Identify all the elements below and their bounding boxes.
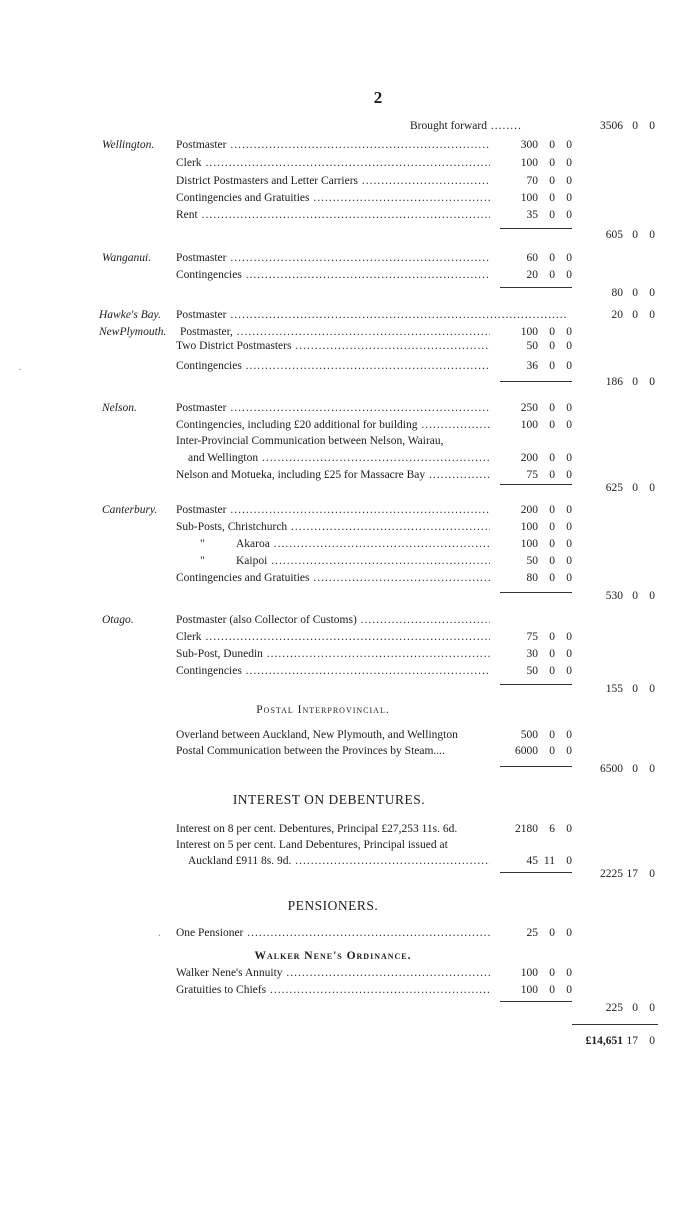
- total-pence: 0: [649, 683, 655, 695]
- ledger-row: [0, 925, 700, 941]
- ledger-row: [0, 338, 700, 354]
- ledger-row: [0, 137, 700, 153]
- ledger-row: [0, 502, 700, 518]
- item-label: Contingencies, including £20 additional for building .....: [176, 417, 490, 433]
- amount-shillings: 0: [549, 175, 555, 187]
- ledger-row: [0, 553, 700, 569]
- amount-pence: 0: [566, 157, 572, 169]
- item-label: Kaipoi .....: [236, 553, 490, 569]
- margin-mark: .: [158, 927, 161, 939]
- total-pounds: 225: [605, 1002, 623, 1014]
- ledger-row: [0, 173, 700, 189]
- brought-forward-label: Brought forward .....: [410, 118, 522, 134]
- ledger-row: [0, 250, 700, 266]
- margin-mark: ·: [18, 364, 22, 376]
- total-shillings: 0: [632, 482, 638, 494]
- amount-pounds: 300: [520, 139, 538, 151]
- amount-pence: 0: [566, 469, 572, 481]
- ledger-row: [0, 837, 700, 853]
- amount-shillings: 0: [549, 504, 555, 516]
- item-label: Postmaster, .....: [180, 324, 490, 340]
- province-label: Otago.: [102, 614, 134, 626]
- amount-shillings: 0: [549, 572, 555, 584]
- amount-pounds: 200: [520, 452, 538, 464]
- ledger-row: [0, 307, 700, 323]
- total-pounds: 3506: [600, 120, 623, 132]
- province-total-row: [0, 227, 700, 243]
- item-label: Akaroa .....: [236, 536, 490, 552]
- grand-total-pence: 0: [649, 1035, 655, 1047]
- amount-pounds: 100: [520, 521, 538, 533]
- ledger-row: [0, 536, 700, 552]
- amount-shillings: 0: [549, 157, 555, 169]
- total-pence: 0: [649, 590, 655, 602]
- total-shillings: 0: [632, 1002, 638, 1014]
- ledger-row: [0, 965, 700, 981]
- total-pounds: 186: [605, 376, 623, 388]
- ledger-row: [0, 207, 700, 223]
- item-label: Sub-Posts, Christchurch .....: [176, 519, 490, 535]
- amount-pence: 0: [566, 855, 572, 867]
- grand-total-pounds: £14,651: [585, 1035, 623, 1047]
- total-shillings: 0: [632, 763, 638, 775]
- amount-pounds: 6000: [515, 745, 538, 757]
- ledger-row: [0, 267, 700, 283]
- amount-pence: 0: [566, 139, 572, 151]
- grand-total-shillings: 17: [626, 1035, 638, 1047]
- amount-pounds: 100: [520, 326, 538, 338]
- amount-pence: 0: [566, 665, 572, 677]
- total-pounds: 155: [605, 683, 623, 695]
- section-heading-row: [0, 948, 700, 964]
- amount-shillings: 0: [549, 555, 555, 567]
- item-label: Contingencies .....: [176, 358, 490, 374]
- item-label: Interest on 8 per cent. Debentures, Principal £27,253 11s. 6d.: [176, 823, 458, 835]
- total-pence: 0: [649, 763, 655, 775]
- total-pounds: 20: [611, 309, 623, 321]
- amount-pounds: 75: [526, 469, 538, 481]
- item-label: Clerk .....: [176, 629, 490, 645]
- item-label: Postmaster .....: [176, 137, 490, 153]
- amount-shillings: 0: [549, 967, 555, 979]
- amount-pounds: 20: [526, 269, 538, 281]
- amount-shillings: 0: [549, 419, 555, 431]
- amount-shillings: 0: [549, 538, 555, 550]
- ledger-row: [0, 743, 700, 759]
- brought-forward-row: [0, 118, 700, 134]
- amount-pence: 0: [566, 967, 572, 979]
- section-heading-row: [0, 792, 700, 808]
- item-label: Gratuities to Chiefs .....: [176, 982, 490, 998]
- section-heading: Postal Interprovincial.: [256, 704, 390, 716]
- total-pounds: 80: [611, 287, 623, 299]
- section-heading: PENSIONERS.: [287, 898, 379, 913]
- amount-pounds: 250: [520, 402, 538, 414]
- total-pounds: 530: [605, 590, 623, 602]
- amount-pence: 0: [566, 521, 572, 533]
- amount-pence: 0: [566, 340, 572, 352]
- amount-pence: 0: [566, 419, 572, 431]
- amount-pounds: 75: [526, 631, 538, 643]
- amount-pounds: 100: [520, 192, 538, 204]
- item-label: Contingencies and Gratuities .....: [176, 190, 490, 206]
- ledger-row: [0, 612, 700, 628]
- ledger-row: [0, 727, 700, 743]
- item-label: and Wellington .....: [188, 450, 490, 466]
- total-shillings: 0: [632, 683, 638, 695]
- amount-pence: 0: [566, 572, 572, 584]
- amount-pence: 0: [566, 252, 572, 264]
- item-label: Clerk .....: [176, 155, 490, 171]
- amount-pounds: 36: [526, 360, 538, 372]
- amount-pence: 0: [566, 192, 572, 204]
- amount-pounds: 70: [526, 175, 538, 187]
- amount-shillings: 0: [549, 984, 555, 996]
- amount-shillings: 0: [549, 326, 555, 338]
- province-total-row: [0, 681, 700, 697]
- section-heading-row: [0, 898, 700, 914]
- ledger-row: [0, 358, 700, 374]
- total-pence: 0: [649, 376, 655, 388]
- total-pence: 0: [649, 287, 655, 299]
- amount-pounds: 100: [520, 967, 538, 979]
- total-pounds: 6500: [600, 763, 623, 775]
- ledger-row: [0, 417, 700, 433]
- province-total-row: [0, 588, 700, 604]
- amount-shillings: 11: [543, 855, 555, 867]
- section-total-row: [0, 1000, 700, 1016]
- amount-pence: 0: [566, 927, 572, 939]
- amount-pence: 0: [566, 984, 572, 996]
- item-label: Contingencies and Gratuities .....: [176, 570, 490, 586]
- item-label: One Pensioner .....: [176, 925, 490, 941]
- ledger-row: [0, 433, 700, 449]
- amount-shillings: 0: [549, 665, 555, 677]
- province-label: Hawke's Bay.: [99, 309, 161, 321]
- amount-pence: 0: [566, 360, 572, 372]
- amount-shillings: 0: [549, 252, 555, 264]
- ledger-row: [0, 629, 700, 645]
- amount-pounds: 50: [526, 665, 538, 677]
- ditto-mark: ": [200, 555, 205, 567]
- item-label: Contingencies .....: [176, 267, 490, 283]
- item-label: Postmaster .....: [176, 307, 566, 323]
- item-label: Overland between Auckland, New Plymouth, and Wellington: [176, 729, 458, 741]
- amount-pounds: 80: [526, 572, 538, 584]
- amount-shillings: 0: [549, 209, 555, 221]
- item-label: Walker Nene's Annuity .....: [176, 965, 490, 981]
- ditto-mark: ": [200, 538, 205, 550]
- province-label: Wanganui.: [102, 252, 152, 264]
- province-total-row: [0, 374, 700, 390]
- item-label: Postmaster .....: [176, 400, 490, 416]
- total-pence: 0: [649, 1002, 655, 1014]
- item-label: Rent .....: [176, 207, 490, 223]
- total-shillings: 0: [632, 590, 638, 602]
- section-total-row: [0, 866, 700, 882]
- total-shillings: 0: [632, 376, 638, 388]
- section-heading: Walker Nene's Ordinance.: [254, 950, 412, 962]
- amount-pounds: 100: [520, 538, 538, 550]
- total-shillings: 17: [626, 868, 638, 880]
- amount-shillings: 0: [549, 269, 555, 281]
- ledger-row: [0, 570, 700, 586]
- total-pounds: 625: [605, 482, 623, 494]
- ledger-row: [0, 821, 700, 837]
- amount-pence: 0: [566, 729, 572, 741]
- ledger-row: [0, 982, 700, 998]
- amount-shillings: 0: [549, 340, 555, 352]
- amount-pounds: 60: [526, 252, 538, 264]
- amount-pounds: 100: [520, 984, 538, 996]
- amount-pounds: 25: [526, 927, 538, 939]
- amount-shillings: 0: [549, 648, 555, 660]
- item-label: Postal Communication between the Provinces by Steam....: [176, 745, 445, 757]
- amount-pounds: 100: [520, 419, 538, 431]
- ledger-row: [0, 190, 700, 206]
- total-shillings: 0: [632, 120, 638, 132]
- item-label: District Postmasters and Letter Carriers .....: [176, 173, 490, 189]
- section-heading: INTEREST ON DEBENTURES.: [232, 792, 426, 807]
- amount-pence: 0: [566, 504, 572, 516]
- amount-shillings: 0: [549, 452, 555, 464]
- item-label: Two District Postmasters .....: [176, 338, 490, 354]
- ledger-row: [0, 400, 700, 416]
- province-total-row: [0, 480, 700, 496]
- total-pence: 0: [649, 120, 655, 132]
- section-total-row: [0, 761, 700, 777]
- item-label: Auckland £911 8s. 9d. .....: [188, 853, 490, 869]
- province-total-row: [0, 285, 700, 301]
- amount-pence: 0: [566, 402, 572, 414]
- amount-pounds: 100: [520, 157, 538, 169]
- ledger-row: [0, 663, 700, 679]
- amount-shillings: 0: [549, 360, 555, 372]
- page-number: 2: [373, 88, 383, 107]
- province-label: NewPlymouth.: [99, 326, 167, 338]
- amount-pence: 0: [566, 555, 572, 567]
- amount-shillings: 0: [549, 469, 555, 481]
- amount-shillings: 0: [549, 631, 555, 643]
- grand-total-rule: [572, 1024, 658, 1025]
- total-pounds: 605: [605, 229, 623, 241]
- item-label: Nelson and Motueka, including £25 for Massacre Bay .....: [176, 467, 490, 483]
- amount-pence: 0: [566, 823, 572, 835]
- amount-shillings: 0: [549, 745, 555, 757]
- amount-shillings: 0: [549, 927, 555, 939]
- amount-shillings: 0: [549, 192, 555, 204]
- item-label: Sub-Post, Dunedin .....: [176, 646, 490, 662]
- amount-pence: 0: [566, 209, 572, 221]
- amount-pence: 0: [566, 175, 572, 187]
- amount-pounds: 2180: [515, 823, 538, 835]
- amount-pounds: 30: [526, 648, 538, 660]
- item-label: Postmaster (also Collector of Customs) .....: [176, 612, 490, 628]
- total-shillings: 0: [632, 287, 638, 299]
- amount-pence: 0: [566, 648, 572, 660]
- amount-shillings: 0: [549, 729, 555, 741]
- item-label: Inter-Provincial Communication between Nelson, Wairau,: [176, 435, 444, 447]
- ledger-row: [0, 155, 700, 171]
- total-pence: 0: [649, 229, 655, 241]
- total-pence: 0: [649, 309, 655, 321]
- total-pounds: 2225: [600, 868, 623, 880]
- amount-pence: 0: [566, 631, 572, 643]
- ledger-row: [0, 519, 700, 535]
- item-label: Contingencies .....: [176, 663, 490, 679]
- amount-pounds: 50: [526, 340, 538, 352]
- amount-pence: 0: [566, 745, 572, 757]
- amount-pounds: 500: [520, 729, 538, 741]
- item-label: Postmaster .....: [176, 502, 490, 518]
- ledger-row: [0, 646, 700, 662]
- province-label: Nelson.: [102, 402, 137, 414]
- amount-pence: 0: [566, 452, 572, 464]
- amount-pence: 0: [566, 538, 572, 550]
- amount-pounds: 45: [526, 855, 538, 867]
- amount-pence: 0: [566, 326, 572, 338]
- section-heading-row: [0, 702, 700, 718]
- amount-shillings: 0: [549, 139, 555, 151]
- province-label: Wellington.: [102, 139, 155, 151]
- total-shillings: 0: [632, 229, 638, 241]
- total-shillings: 0: [632, 309, 638, 321]
- province-label: Canterbury.: [102, 504, 158, 516]
- amount-pence: 0: [566, 269, 572, 281]
- amount-pounds: 35: [526, 209, 538, 221]
- ledger-row: [0, 450, 700, 466]
- amount-pounds: 50: [526, 555, 538, 567]
- total-pence: 0: [649, 868, 655, 880]
- amount-shillings: 6: [549, 823, 555, 835]
- amount-shillings: 0: [549, 402, 555, 414]
- total-pence: 0: [649, 482, 655, 494]
- amount-pounds: 200: [520, 504, 538, 516]
- item-label: Interest on 5 per cent. Land Debentures, Principal issued at: [176, 839, 448, 851]
- grand-total-row: [0, 1033, 700, 1049]
- amount-shillings: 0: [549, 521, 555, 533]
- item-label: Postmaster .....: [176, 250, 490, 266]
